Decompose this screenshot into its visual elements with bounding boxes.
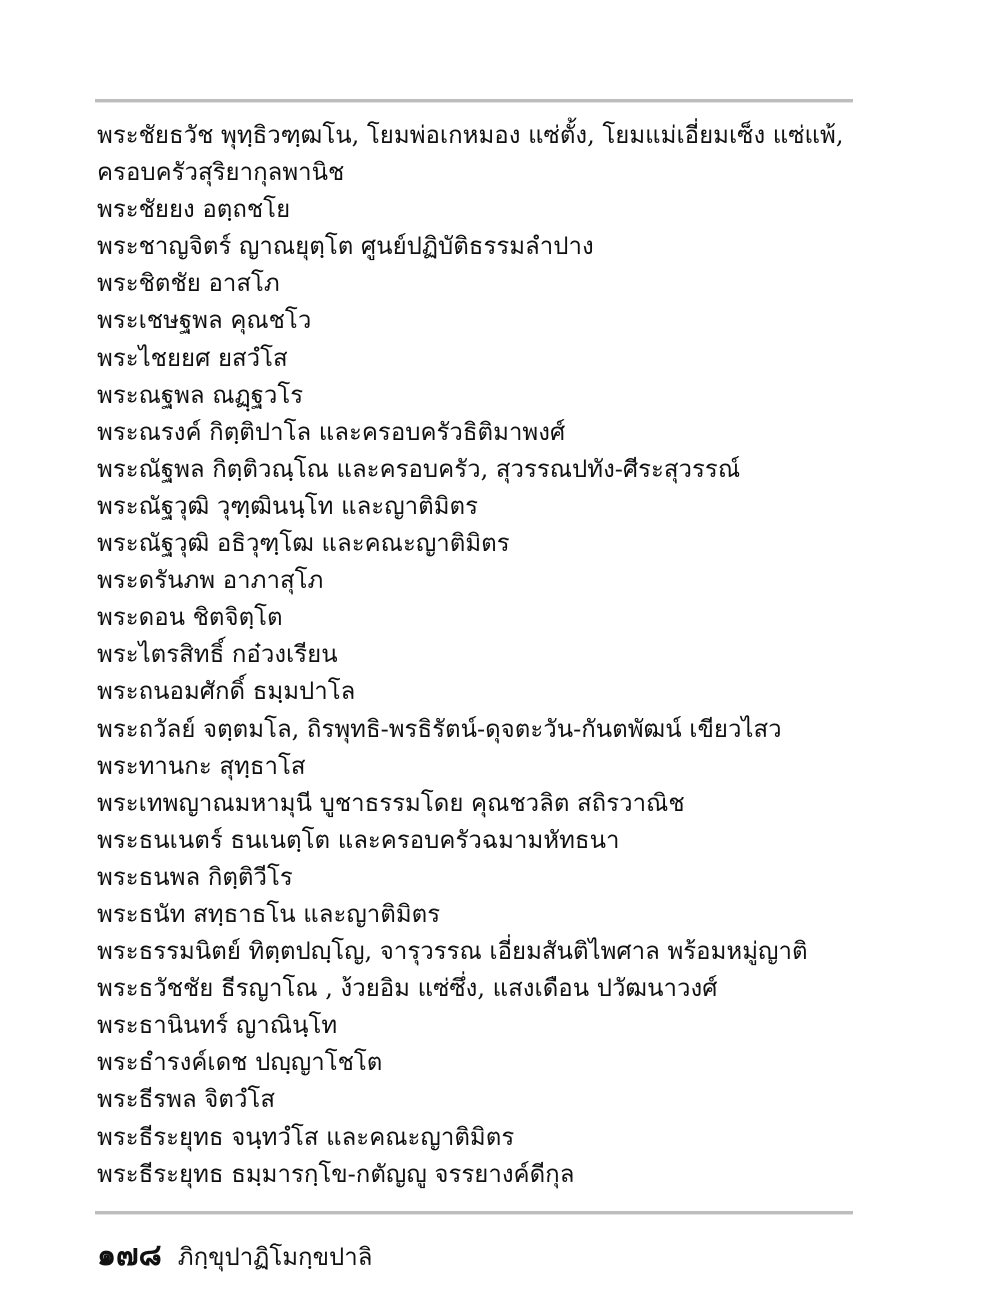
list-line: พระธนพล กิตฺติวีโร bbox=[97, 862, 293, 891]
donor-list bbox=[97, 117, 857, 1193]
list-line: พระเทพญาณมหามุนี บูชาธรรมโดย คุณชวลิต สถิรวาณิช bbox=[97, 788, 685, 817]
list-line: พระธนัท สทฺธาธโน และญาติมิตร bbox=[97, 899, 441, 928]
list-line: พระธนเนตร์ ธนเนตฺโต และครอบครัวฉมามหัทธนา bbox=[97, 825, 620, 854]
page-footer bbox=[97, 1232, 372, 1272]
list-line: พระธำรงค์เดช ปญฺญาโชโต bbox=[97, 1048, 383, 1077]
list-line: พระธานินทร์ ญาณินฺโท bbox=[97, 1011, 338, 1040]
list-line: พระถวัลย์ จตฺตมโล, ถิรพุทธิ-พรธิรัตน์-ดุจตะวัน-กันตพัฒน์ เขียวไสว bbox=[97, 714, 782, 743]
list-line: พระณัฐพล กิตฺติวณฺโณ และครอบครัว, สุวรรณปทัง-ศีระสุวรรณ์ bbox=[97, 454, 741, 483]
list-line: พระณัฐวุฒิ อธิวุฑฺโฒ และคณะญาติมิตร bbox=[97, 529, 510, 558]
top-divider bbox=[95, 99, 853, 103]
list-line: พระณฐพล ณฏฺฐวโร bbox=[97, 380, 304, 409]
list-line: พระทานกะ สุทฺธาโส bbox=[97, 751, 306, 780]
list-line: พระธรรมนิตย์ ทิตฺตปญฺโญ, จารุวรรณ เอี่ยมสันติไพศาล พร้อมหมู่ญาติ bbox=[97, 937, 808, 966]
list-line: พระไตรสิทธิ์ กอ๋วงเรียน bbox=[97, 640, 338, 669]
list-line: พระถนอมศักดิ์ ธมฺมปาโล bbox=[97, 677, 356, 706]
list-line: พระดอน ชิตจิตฺโต bbox=[97, 603, 283, 632]
list-line: พระธีระยุทธ ธมฺมารกฺโข-กตัญญู จรรยางค์ดีกุล bbox=[97, 1159, 575, 1188]
list-line: พระชัยยง อตฺถชโย bbox=[97, 195, 291, 224]
list-line: พระธีระยุทธ จนฺทวํโส และคณะญาติมิตร bbox=[97, 1122, 515, 1151]
list-line: พระเชษฐพล คุณชโว bbox=[97, 306, 312, 335]
book-title: ภิกฺขุปาฏิโมกฺขปาลิ bbox=[177, 1243, 373, 1271]
list-line: พระชาญจิตร์ ญาณยุตฺโต ศูนย์ปฏิบัติธรรมลำปาง bbox=[97, 232, 594, 261]
list-line: ครอบครัวสุริยากุลพานิช bbox=[97, 158, 345, 187]
list-line: พระไชยยศ ยสวํโส bbox=[97, 343, 288, 372]
list-line: พระธีรพล จิตวํโส bbox=[97, 1085, 275, 1114]
list-line: พระณัฐวุฒิ วุฑฺฒินนฺโท และญาติมิตร bbox=[97, 491, 478, 520]
list-line: พระดรันภพ อาภาสุโภ bbox=[97, 566, 324, 595]
list-line: พระชัยธวัช พุทฺธิวฑฺฒโน, โยมพ่อเกหมอง แซ่ตั้ง, โยมแม่เอี่ยมเซ็ง แซ่แพ้, bbox=[97, 121, 844, 149]
list-line: พระชิตชัย อาสโภ bbox=[97, 269, 280, 298]
list-line: พระธวัชชัย ธีรญาโณ , ง้วยอิม แซ่ซึ่ง, แสงเดือน ปวัฒนาวงศ์ bbox=[97, 974, 718, 1003]
page-number: ๑๗๘ bbox=[97, 1238, 162, 1273]
list-line: พระณรงค์ กิตฺติปาโล และครอบครัวธิติมาพงศ์ bbox=[97, 417, 566, 446]
bottom-divider bbox=[95, 1211, 853, 1215]
